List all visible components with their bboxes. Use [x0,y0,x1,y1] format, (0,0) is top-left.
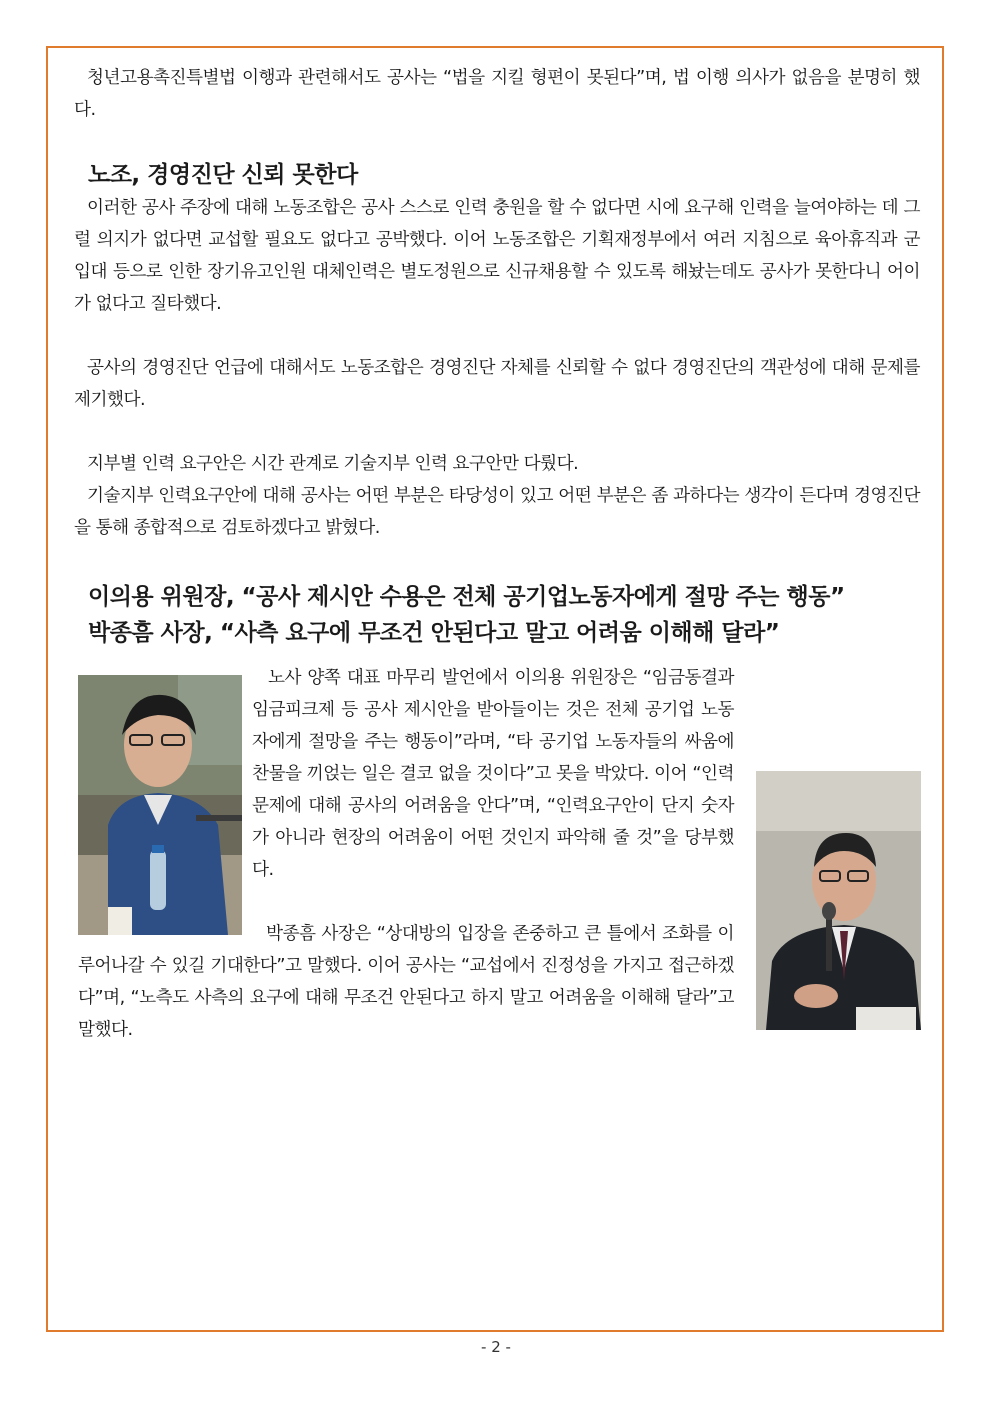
paragraph-branch-demands: 지부별 인력 요구안은 시간 관계로 기술지부 인력 요구안만 다뤘다. [87,454,579,474]
float-spacer-left [78,662,252,934]
section-heading-trust: 노조, 경영진단 신뢰 못한다 [88,162,358,188]
paragraph-management-diagnosis: 공사의 경영진단 언급에 대해서도 노동조합은 경영진단 자체를 신뢰할 수 없다 경영진단의 객관성에 대해 문제를 제기했다. [74,358,920,410]
paragraph-president-remarks: 박종흠 사장은 “상대방의 입장을 존중하고 큰 틀에서 조화를 이루어나갈 수 있길 기대한다”고 말했다. 이어 공사는 “교섭에서 진정성을 가지고 접근하겠다”며, “노측도 사측의 요구에 대해 무조건 안된다고 하지 말고 어려움을 이해해 달라”고 말했다. [78,924,734,1040]
page-number: - 2 - [481,1338,511,1356]
paragraph-chairman-remarks: 노사 양쪽 대표 마무리 발언에서 이의용 위원장은 “임금동결과 임금피크제 등 공사 제시안을 받아들이는 것은 전체 공기업 노동자에게 절망을 주는 행동이”라며, “타 공기업 노동자들의 싸움에 찬물을 끼얹는 일은 결코 없을 것이다”고 못을 박았다. 이어 “인력 문제에 대해 공사의 어려움을 안다”며, “인력요구안이 단지 숫자가 아니라 현장의 어려움이 어떤 것인지 파악해 줄 것”을 당부했다. [252,668,734,880]
paragraph-technical-branch: 기술지부 인력요구안에 대해 공사는 어떤 부분은 타당성이 있고 어떤 부분은 좀 과하다는 생각이 든다며 경영진단을 통해 종합적으로 검토하겠다고 밝혔다. [74,486,920,538]
intro-paragraph: 청년고용촉진특별법 이행과 관련해서도 공사는 “법을 지킬 형편이 못된다”며, 법 이행 의사가 없음을 분명히 했다. [74,68,920,120]
photo-company-president [756,771,921,1030]
article-body [74,62,920,650]
paragraph-union-rebuttal: 이러한 공사 주장에 대해 노동조합은 공사 스스로 인력 충원을 할 수 없다면 시에 요구해 인력을 늘여야하는 데 그럴 의지가 없다면 교섭할 필요도 없다고 공박했다. 이어 노동조합은 기획재정부에서 여러 지침으로 육아휴직과 군입대 등으로 인한 장기유고인원 대체인력은 별도정원으로 신규채용할 수 있도록 해놨는데도 공사가 못한다니 어이가 없다고 질타했다. [74,198,920,314]
section-heading-chairman: 이의용 위원장, “공사 제시안 수용은 전체 공기업노동자에게 절망 주는 행동” [88,584,845,610]
section-heading-president: 박종흠 사장, “사측 요구에 무조건 안된다고 말고 어려움 이해해 달라” [88,620,780,646]
